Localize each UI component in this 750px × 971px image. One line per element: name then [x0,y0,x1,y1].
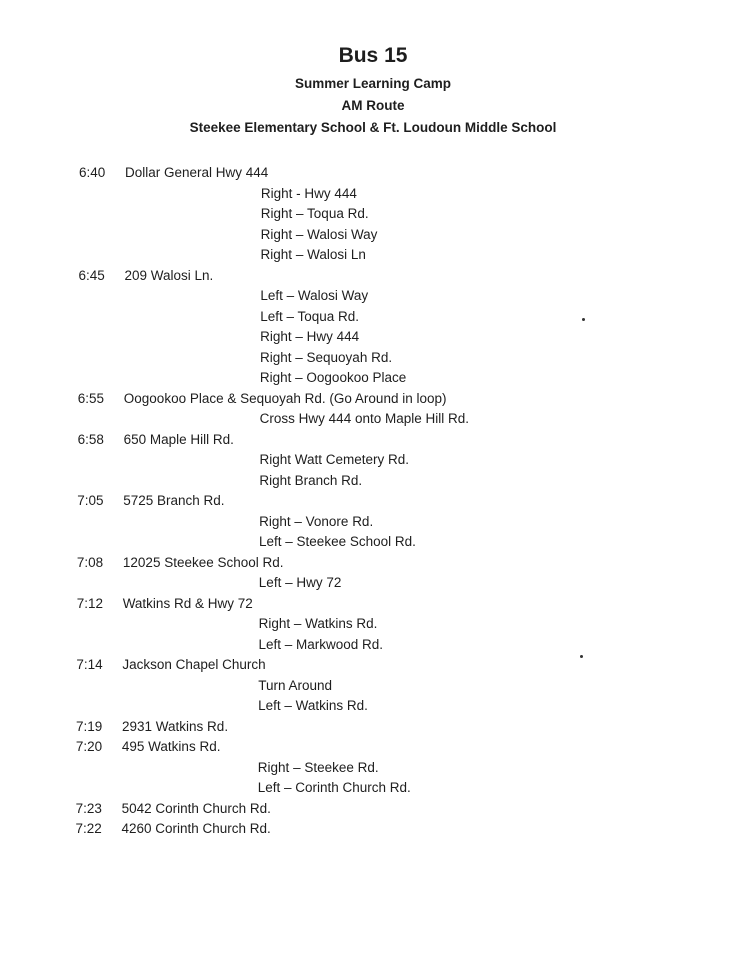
stop-time: 7:08 [76,554,104,570]
stop-time: 7:23 [75,800,102,816]
turn-direction: Right – Sequoyah Rd. [260,349,393,365]
turn-direction: Right Watt Cemetery Rd. [259,452,409,467]
turn-direction: Left – Corinth Church Rd. [257,780,411,795]
turn-direction: Right – Oogookoo Place [259,370,407,385]
stop-time: 7:14 [76,657,103,672]
turn-direction: Right - Hwy 444 [260,185,357,201]
turn-direction: Right – Steekee Rd. [257,759,379,775]
stop-location: 2931 Watkins Rd. [122,718,229,734]
stop-location: 495 Watkins Rd. [121,739,221,754]
stop-time: 6:40 [79,165,106,180]
stop-location: 209 Walosi Ln. [124,267,214,283]
turn-direction: Cross Hwy 444 onto Maple Hill Rd. [259,411,470,426]
schools-line: Steekee Elementary School & Ft. Loudoun Middle School [189,120,557,135]
turn-direction: Left – Steekee School Rd. [259,534,416,549]
scan-speck [582,318,585,321]
turn-direction: Right – Vonore Rd. [259,513,374,529]
turn-direction: Right Branch Rd. [259,472,363,488]
stop-time: 7:20 [75,739,103,754]
stop-location: Dollar General Hwy 444 [125,165,269,180]
stop-time: 6:45 [78,267,105,283]
turn-direction: Right – Walosi Way [260,226,378,242]
stop-location: 4260 Corinth Church Rd. [121,821,271,836]
stop-location: 12025 Steekee School Rd. [122,554,284,570]
turn-direction: Left – Markwood Rd. [258,636,384,652]
stop-time: 6:58 [77,431,104,447]
turn-direction: Left – Hwy 72 [258,575,342,590]
turn-direction: Right – Hwy 444 [260,329,360,344]
turn-direction: Right – Toqua Rd. [260,206,369,221]
stop-location: 650 Maple Hill Rd. [123,431,234,447]
scan-speck [580,655,583,658]
stop-location: 5042 Corinth Church Rd. [121,800,271,816]
stop-time: 7:19 [76,718,103,734]
turn-direction: Left – Watkins Rd. [258,698,368,713]
stop-location: Oogookoo Place & Sequoyah Rd. (Go Around in loop) [123,390,447,406]
turn-direction: Right – Walosi Ln [260,247,366,262]
camp-name: Summer Learning Camp [294,76,452,91]
stop-location: Watkins Rd & Hwy 72 [122,595,253,611]
turn-direction: Turn Around [258,677,333,693]
turn-direction: Right – Watkins Rd. [258,616,378,631]
stop-location: Jackson Chapel Church [122,657,266,672]
turn-direction: Left – Walosi Way [260,288,369,303]
stop-time: 7:05 [77,493,104,508]
stop-time: 7:22 [75,821,102,836]
stop-time: 6:55 [77,390,105,406]
stop-time: 7:12 [76,595,103,611]
stop-location: 5725 Branch Rd. [123,493,225,508]
route-name: AM Route [341,98,405,113]
document-title: Bus 15 [338,44,408,67]
turn-direction: Left – Toqua Rd. [260,308,360,324]
